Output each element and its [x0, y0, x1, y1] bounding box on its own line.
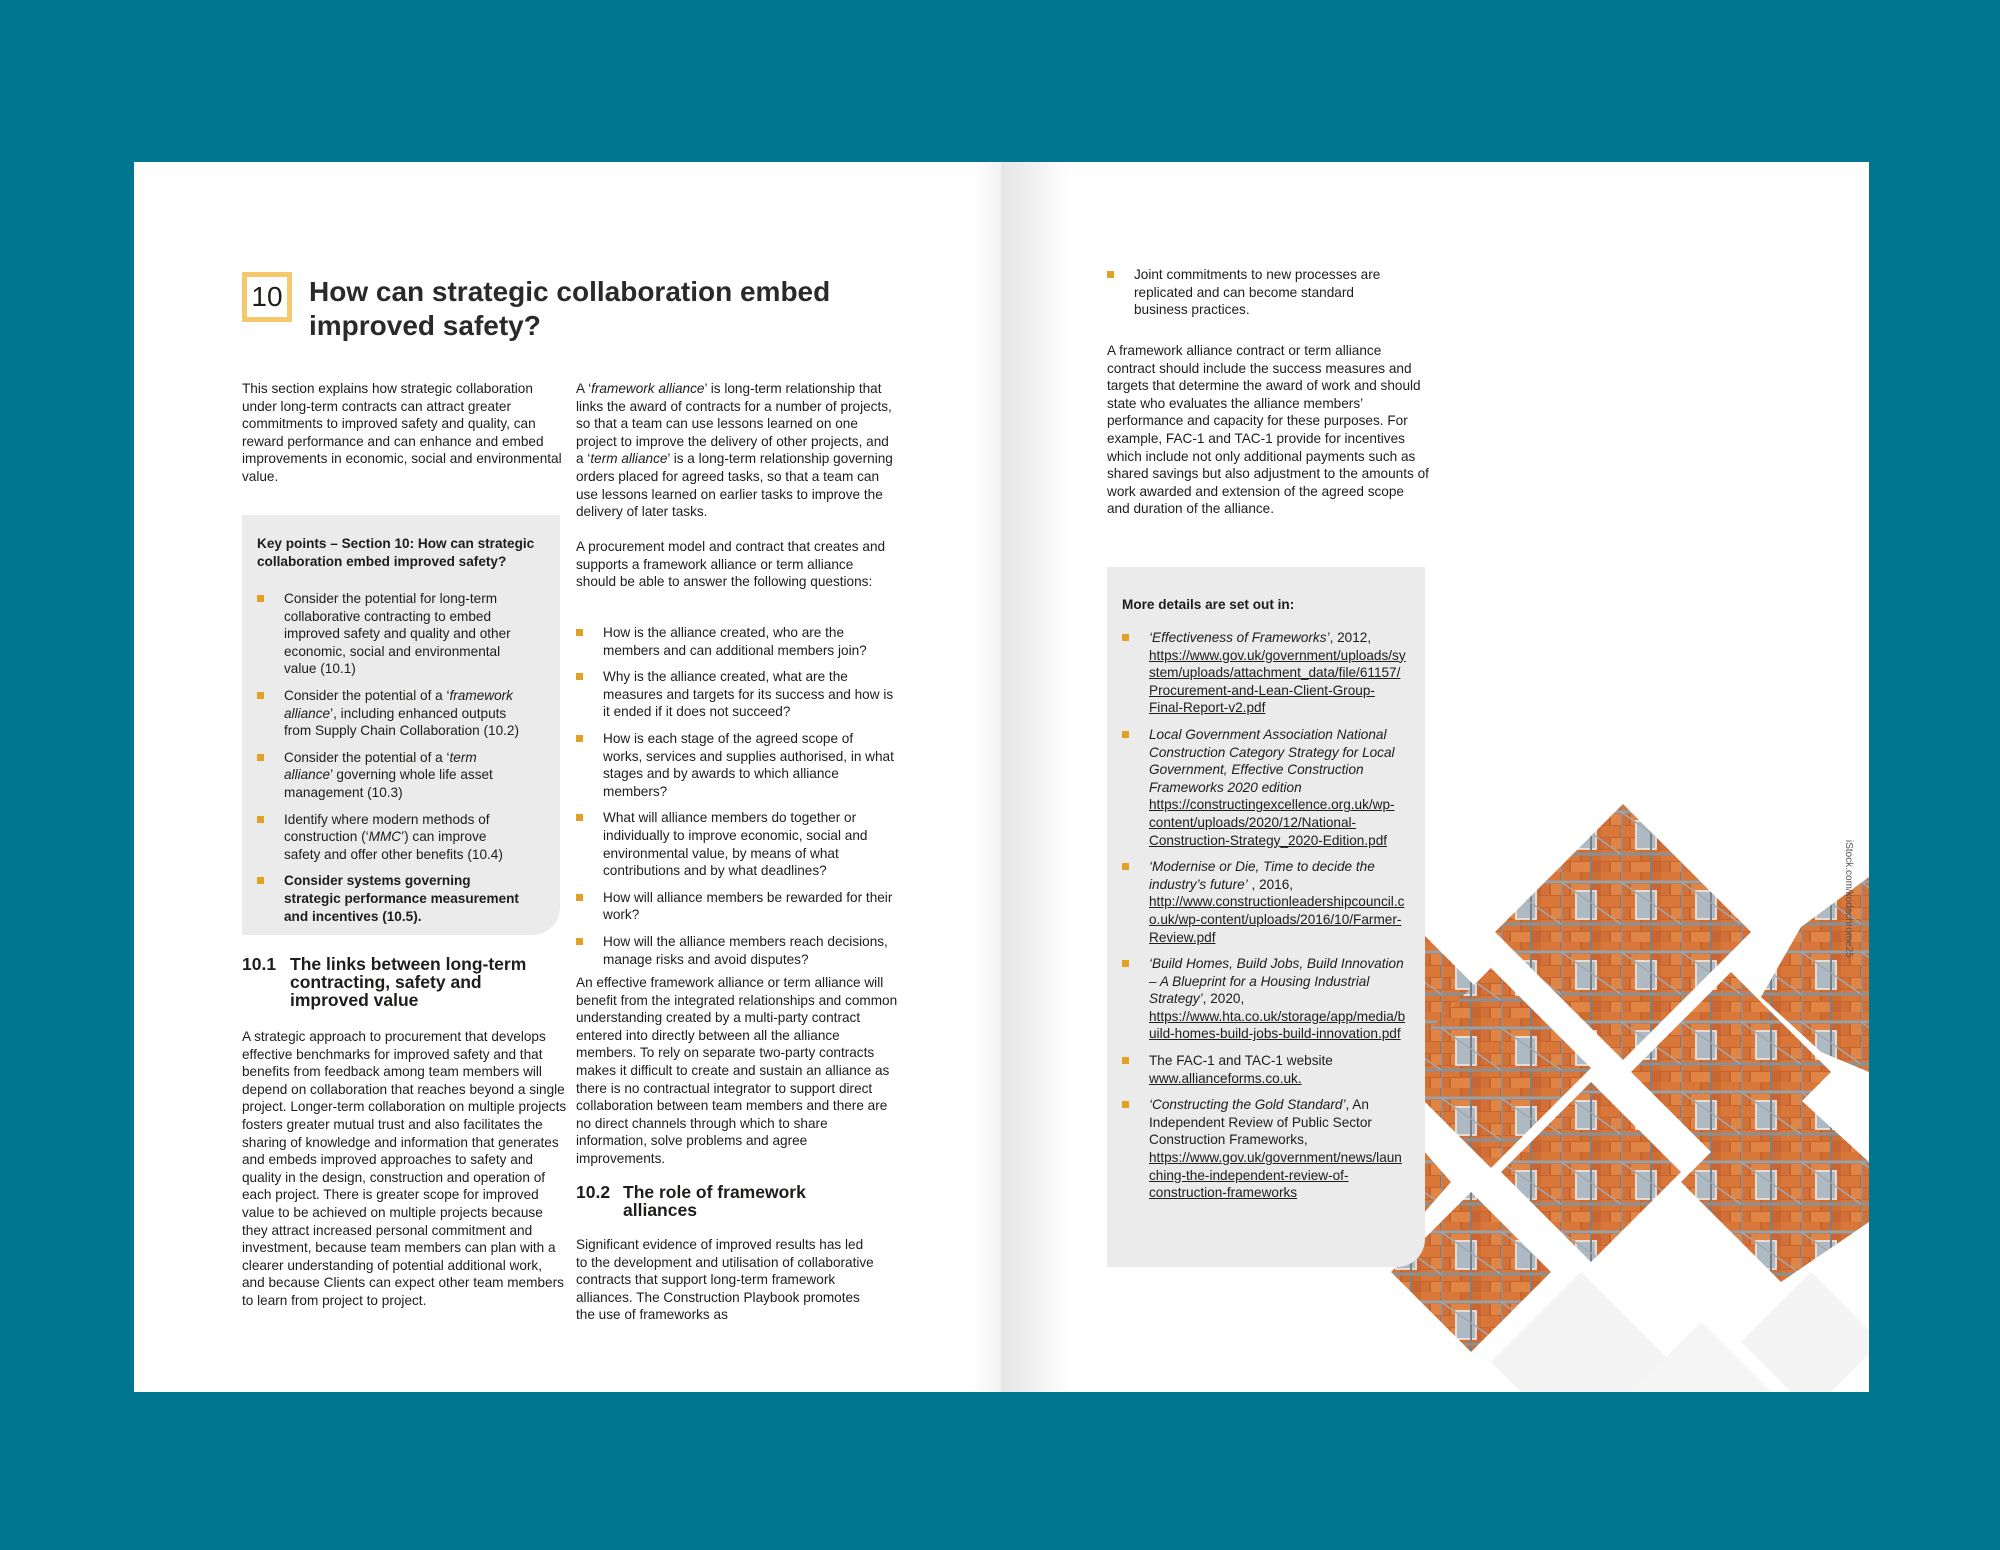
bullet-icon [576, 629, 583, 636]
document-spread [134, 162, 1869, 1392]
key-points-heading: Key points – Section 10: How can strategic collaboration embed improved safety? [257, 536, 535, 569]
list-item: How is the alliance created, who are the members and can additional members join? [576, 624, 894, 659]
gutter-shadow [971, 162, 1001, 1392]
list-item: Consider systems governing strategic performance measurement and incentives (10.5). [257, 872, 522, 925]
list-item: Consider the potential of a ‘framework alliance’, including enhanced outputs from Supply Chain Collaboration (10.2) [257, 687, 522, 740]
gutter-shadow [1001, 162, 1071, 1392]
bullet-icon [1122, 863, 1129, 870]
effective-alliance-paragraph: An effective framework alliance or term alliance will benefit from the integrated relationships and common understanding created by a multi-party contract entered into directly between all the alliance members. To rely on separate two-party contracts makes it difficult to create and sustain an alliance as there is no contractual integrator to support direct collaboration between team members and there are no direct channels through which to share information, solve problems and agree improvements. [576, 975, 898, 1166]
list-item: The FAC-1 and TAC-1 website www.allianceforms.co.uk. [1122, 1052, 1407, 1087]
list-item: Local Government Association National Construction Category Strategy for Local Government, Effective Construction Frameworks 2020 edition https://constructingexcellence.org.uk/wp-content/uploads/2020/12/National-Construction-Strategy_2020-Edition.pdf [1122, 726, 1407, 849]
bullet-icon [576, 814, 583, 821]
list-item: Why is the alliance created, what are the measures and targets for its success and how is it ended if it does not succeed? [576, 668, 894, 721]
reference-link[interactable]: www.allianceforms.co.uk. [1149, 1070, 1302, 1086]
bullet-icon [257, 692, 264, 699]
right-page [1001, 162, 1869, 1392]
list-item: Identify where modern methods of construction (‘MMC’) can improve safety and offer other benefits (10.4) [257, 811, 522, 864]
key-points-list [257, 590, 522, 934]
reference-link[interactable]: http://www.constructionleadershipcouncil.co.uk/wp-content/uploads/2016/10/Farmer-Review.pdf [1149, 894, 1405, 945]
list-item: How will the alliance members reach decisions, manage risks and avoid disputes? [576, 933, 894, 968]
more-details-heading: More details are set out in: [1122, 597, 1295, 612]
list-item: ‘Constructing the Gold Standard’, An Independent Review of Public Sector Construction Frameworks, https://www.gov.uk/government/news/launching-the-independent-review-of-construction-frameworks [1122, 1096, 1407, 1202]
list-item: Consider the potential for long-term collaborative contracting to embed improved safety and quality and other economic, social and environmental value (10.1) [257, 590, 522, 678]
framework-alliance-paragraph: A ‘framework alliance’ is long-term relationship that links the award of contracts for a number of projects, so that a team can use lessons learned on one project to improve the delivery of other projects, and a ‘term alliance’ is a long-term relationship governing orders placed for agreed tasks, so that a team can use lessons learned on earlier tasks to improve the delivery of later tasks. [576, 381, 893, 520]
list-item: ‘Effectiveness of Frameworks’, 2012, https://www.gov.uk/government/uploads/system/uploads/attachment_data/file/61157/Procurement-and-Lean-Client-Group-Final-Report-v2.pdf [1122, 629, 1407, 717]
bullet-icon [576, 735, 583, 742]
procurement-paragraph: A procurement model and contract that creates and supports a framework alliance or term alliance should be able to answer the following questions: [576, 539, 886, 590]
bullet-icon [1122, 634, 1129, 641]
bullet-icon [576, 894, 583, 901]
bullet-icon [1122, 731, 1129, 738]
bullet-icon [1122, 1057, 1129, 1064]
bullet-icon [257, 595, 264, 602]
left-page [134, 162, 1001, 1392]
bullet-icon [576, 938, 583, 945]
bullet-icon [1122, 1101, 1129, 1108]
page-title: How can strategic collaboration embed improved safety? [309, 276, 831, 341]
section-number-badge: 10 [242, 272, 292, 322]
subheading-10-1: 10.1 The links between long-term contracting, safety and improved value [242, 954, 527, 1010]
list-item: ‘Modernise or Die, Time to decide the industry’s future’ , 2016, http://www.constructionleadershipcouncil.co.uk/wp-content/uploads/2016/10/Farmer-Review.pdf [1122, 858, 1407, 946]
key-points-box [242, 515, 560, 935]
list-item: Consider the potential of a ‘term alliance’ governing whole life asset management (10.3) [257, 749, 522, 802]
intro-paragraph: This section explains how strategic collaboration under long-term contracts can attract greater commitments to improved safety and quality, can reward performance and can enhance and embed improvements in economic, social and environmental value. [242, 381, 562, 484]
list-item: Joint commitments to new processes are replicated and can become standard business practices. [1107, 266, 1407, 319]
references-list [1122, 629, 1407, 1211]
bullet-icon [1107, 271, 1114, 278]
list-item: What will alliance members do together or individually to improve economic, social and environmental value, by means of what contributions and by what deadlines? [576, 809, 894, 879]
continued-bullet-list [1107, 266, 1407, 328]
bullet-icon [257, 754, 264, 761]
body-10-1: A strategic approach to procurement that develops effective benchmarks for improved safety and that benefits from feedback among team members will depend on collaboration that reaches beyond a single project. Longer-term collaboration on multiple projects fosters greater mutual trust and also facilitates the sharing of knowledge and information that generates and embeds improved approaches to safety and quality in the design, construction and operation of each project. There is greater scope for improved value to be achieved on multiple projects because they attract increased personal commitment and investment, because team members can plan with a clearer understanding of potential additional work, and because Clients can expect other team members to learn from project to project. [242, 1029, 567, 1308]
bullet-icon [1122, 960, 1129, 967]
subheading-10-2: 10.2 The role of framework alliances [576, 1182, 806, 1220]
body-10-2: Significant evidence of improved results has led to the development and utilisation of collaborative contracts that support long-term framework alliances. The Construction Playbook promotes the use of frameworks as [576, 1237, 874, 1323]
photo-credit: iStock.com/kodachrome25 [1843, 840, 1854, 958]
list-item: ‘Build Homes, Build Jobs, Build Innovation – A Blueprint for a Housing Industrial Strategy’, 2020, https://www.hta.co.uk/storage/app/media/build-homes-build-jobs-build-innovation.pdf [1122, 955, 1407, 1043]
reference-link[interactable]: https://www.gov.uk/government/uploads/system/uploads/attachment_data/file/61157/Procurement-and-Lean-Client-Group-Final-Report-v2.pdf [1149, 647, 1406, 716]
bullet-icon [576, 673, 583, 680]
scaffolding-photo [1381, 802, 1869, 1392]
list-item: How will alliance members be rewarded for their work? [576, 889, 894, 924]
alliance-contract-paragraph: A framework alliance contract or term alliance contract should include the success measures and targets that determine the award of work and should state who evaluates the alliance members’ performance and capacity for these purposes. For example, FAC-1 and TAC-1 provide for incentives which include not only additional payments such as shared savings but also adjustment to the amounts of work awarded and extension of the agreed scope and duration of the alliance. [1107, 343, 1429, 517]
bullet-icon [257, 816, 264, 823]
reference-link[interactable]: https://www.gov.uk/government/news/launching-the-independent-review-of-construction-frameworks [1149, 1150, 1402, 1201]
reference-link[interactable]: https://www.hta.co.uk/storage/app/media/build-homes-build-jobs-build-innovation.pdf [1149, 1008, 1406, 1042]
questions-list [576, 624, 894, 977]
reference-link[interactable]: https://constructingexcellence.org.uk/wp-content/uploads/2020/12/National-Construction-Strategy_2020-Edition.pdf [1149, 797, 1395, 848]
more-details-box [1107, 567, 1425, 1267]
bullet-icon [257, 877, 264, 884]
list-item: How is each stage of the agreed scope of works, services and supplies authorised, in what stages and by awards to which alliance members? [576, 730, 894, 800]
